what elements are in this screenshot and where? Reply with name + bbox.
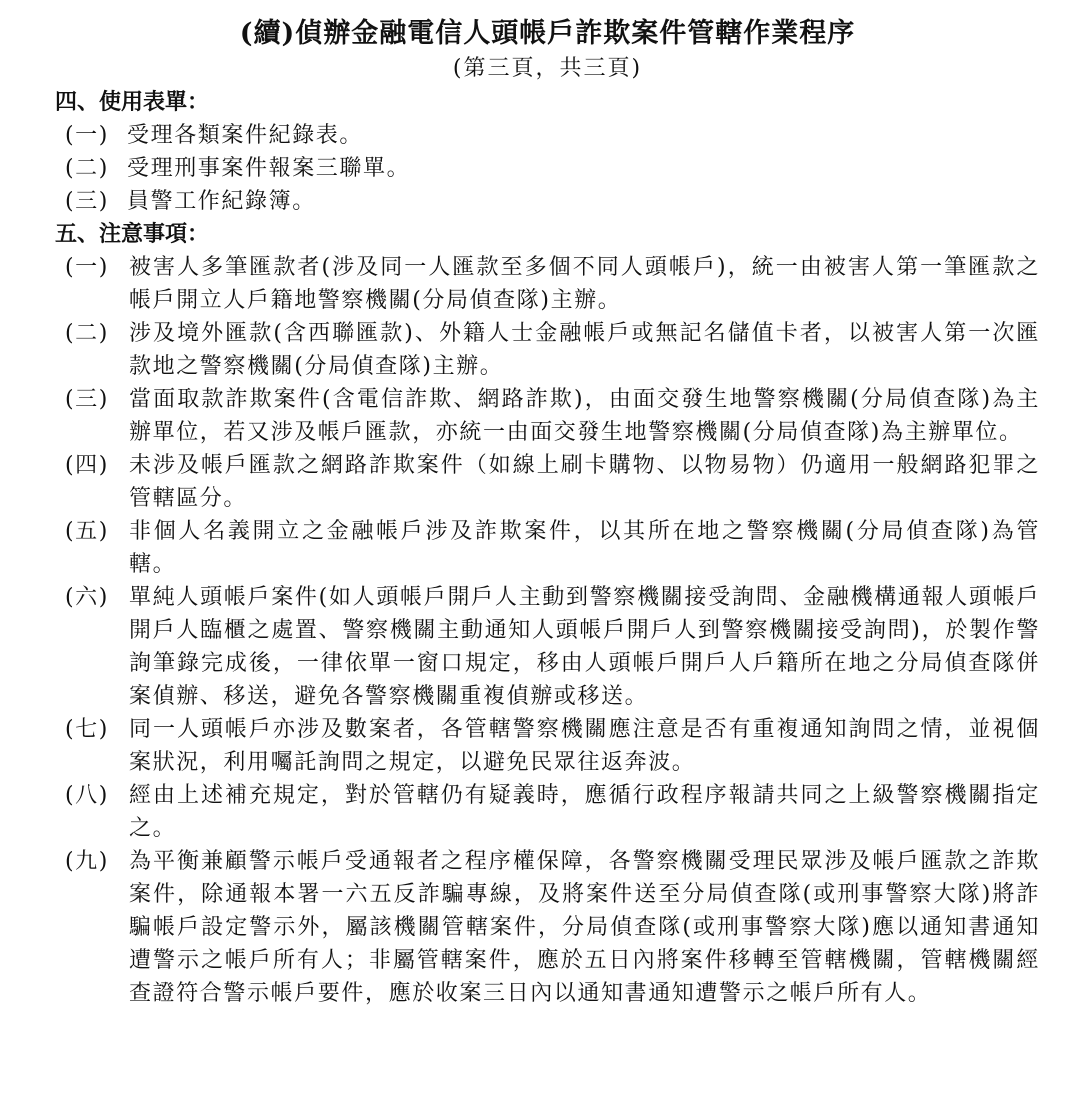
item-number: (一): [65, 255, 109, 280]
list-item: [55, 119, 1040, 152]
list-item: [55, 779, 1040, 845]
item-number: (一): [65, 123, 109, 148]
item-number: (八): [65, 783, 109, 808]
item-number: (七): [65, 717, 109, 742]
item-number: (四): [65, 453, 109, 478]
item-number: (六): [65, 585, 109, 610]
list-item: [55, 185, 1040, 218]
section-forms: [55, 86, 1040, 218]
list-item: [55, 845, 1040, 1010]
item-number: (五): [65, 519, 109, 544]
section-heading-notes: 五、注意事項：: [55, 221, 210, 247]
item-text: 為平衡兼顧警示帳戶受通報者之程序權保障，各警察機關受理民眾涉及帳戶匯款之詐欺案件，除通報本署一六五反詐騙專線，及將案件送至分局偵查隊(或刑事警察大隊)將詐騙帳戶設定警示外，屬該機關管轄案件，分局偵查隊(或刑事警察大隊)應以通知書通知遭警示之帳戶所有人；非屬管轄案件，應於五日內將案件移轉至管轄機關，管轄機關經查證符合警示帳戶要件，應於收案三日內以通知書通知遭警示之帳戶所有人。: [129, 849, 1040, 1006]
list-item: [55, 383, 1040, 449]
list-item: [55, 152, 1040, 185]
item-text: 非個人名義開立之金融帳戶涉及詐欺案件，以其所在地之警察機關(分局偵查隊)為管轄。: [129, 519, 1040, 577]
list-item: [55, 251, 1040, 317]
section-notes: [55, 218, 1040, 1010]
item-text: 受理各類案件紀錄表。: [127, 123, 364, 148]
list-item: [55, 713, 1040, 779]
item-text: 員警工作紀錄簿。: [127, 189, 316, 214]
item-text: 單純人頭帳戶案件(如人頭帳戶開戶人主動到警察機關接受詢問、金融機構通報人頭帳戶開戶人臨櫃之處置、警察機關主動通知人頭帳戶開戶人到警察機關接受詢問)，於製作警詢筆錄完成後，一律依單一窗口規定，移由人頭帳戶開戶人戶籍所在地之分局偵查隊併案偵辦、移送，避免各警察機關重複偵辦或移送。: [129, 585, 1040, 709]
section-heading-forms: 四、使用表單：: [55, 89, 210, 115]
item-text: 受理刑事案件報案三聯單。: [127, 156, 411, 181]
item-text: 被害人多筆匯款者(涉及同一人匯款至多個不同人頭帳戶)，統一由被害人第一筆匯款之帳戶開立人戶籍地警察機關(分局偵查隊)主辦。: [129, 255, 1040, 313]
item-text: 未涉及帳戶匯款之網路詐欺案件（如線上刷卡購物、以物易物）仍適用一般網路犯罪之管轄區分。: [129, 453, 1040, 511]
list-item: [55, 581, 1040, 713]
list-item: [55, 317, 1040, 383]
item-number: (九): [65, 849, 109, 874]
item-text: 涉及境外匯款(含西聯匯款)、外籍人士金融帳戶或無記名儲值卡者，以被害人第一次匯款地之警察機關(分局偵查隊)主辦。: [129, 321, 1040, 379]
document-title: (續)偵辦金融電信人頭帳戶詐欺案件管轄作業程序: [239, 18, 856, 49]
item-text: 當面取款詐欺案件(含電信詐欺、網路詐欺)，由面交發生地警察機關(分局偵查隊)為主辦單位，若又涉及帳戶匯款，亦統一由面交發生地警察機關(分局偵查隊)為主辦單位。: [129, 387, 1040, 445]
page-indicator: (第三頁，共三頁): [452, 56, 643, 81]
item-text: 經由上述補充規定，對於管轄仍有疑義時，應循行政程序報請共同之上級警察機關指定之。: [129, 783, 1040, 841]
list-item: [55, 515, 1040, 581]
list-item: [55, 449, 1040, 515]
item-number: (三): [65, 189, 109, 214]
item-number: (二): [65, 156, 109, 181]
item-number: (三): [65, 387, 109, 412]
item-number: (二): [65, 321, 109, 346]
item-text: 同一人頭帳戶亦涉及數案者，各管轄警察機關應注意是否有重複通知詢問之情，並視個案狀況，利用囑託詢問之規定，以避免民眾往返奔波。: [129, 717, 1040, 775]
